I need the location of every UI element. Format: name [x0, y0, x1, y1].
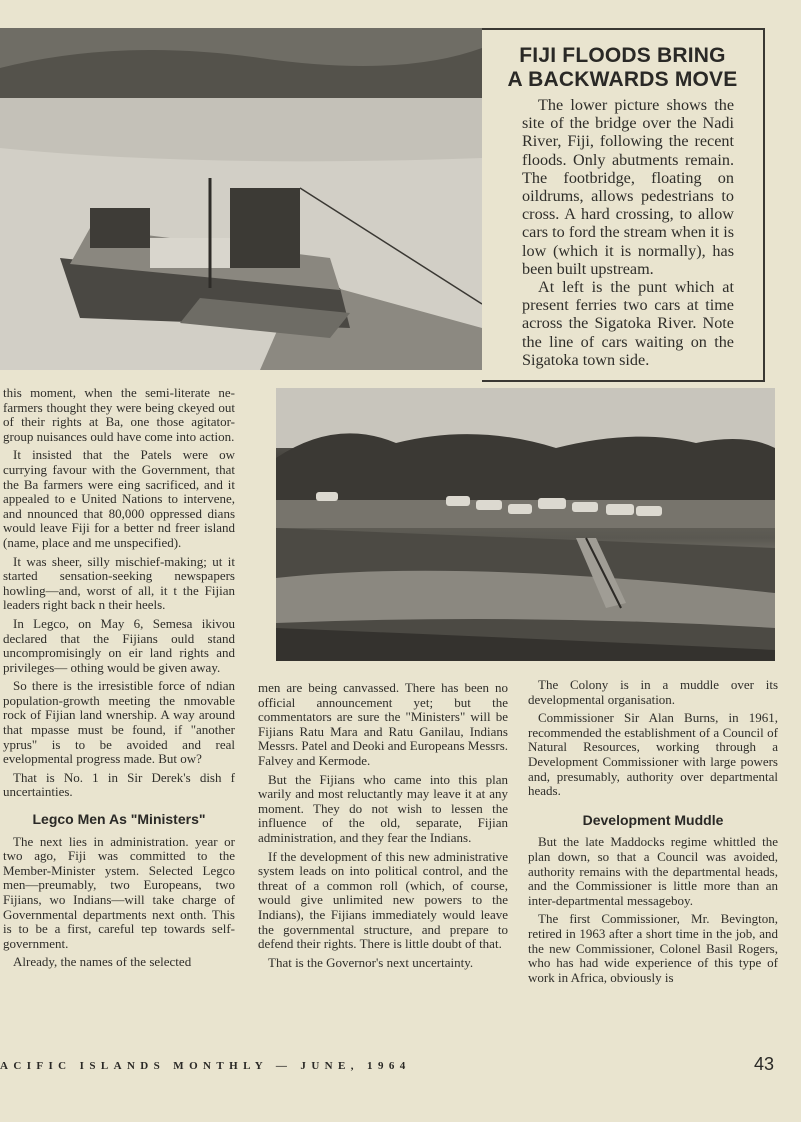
subhead-development-muddle: Development Muddle [582, 811, 724, 828]
left-paragraph-2: It insisted that the Patels were ow currying favour with the Government, that the Ba farmers were eing sacrificed, and it appealed to e United Nations to intervene, and nnounced that 80,000 oppressed dians would leave Fiji for a better nd freer island (name, place and me unspecified). [3, 447, 235, 550]
caption-paragraph-1: The lower picture shows the site of the bridge over the Nadi River, Fiji, following the recent floods. Only abutments remain. The footbridge, floating on oildrums, allows pedestrians to cross. A hard crossing, to allow cars to ford the stream when it is low (which it is normally), has been built upstream. [522, 96, 734, 278]
headline [482, 44, 763, 92]
left-paragraph-6: That is No. 1 in Sir Derek's dish f uncertainties. [3, 769, 235, 800]
right-paragraph-3: But the late Maddocks regime whittled the plan down, so that a Council was avoided, authority remains with the departmental heads, and the Commissioner is little more than an inter-departmental messageboy. [528, 834, 778, 908]
bridge-site-illustration [276, 388, 775, 661]
caption-box [482, 28, 765, 382]
footer-publication: ACIFIC ISLANDS MONTHLY — JUNE, 1964 [0, 1060, 411, 1072]
punt-ferry-illustration [0, 28, 482, 370]
left-paragraph-7: The next lies in administration. year or two ago, Fiji was committed to the Member-Minister ystem. Selected Legco men—preumably, two Europeans, two Fijians, wo Indians—will take charge of Governmental departments next onth. This is to be a first, careful tep towards self-government. [3, 833, 235, 951]
right-column [528, 678, 778, 989]
headline-line-2: A BACKWARDS MOVE [507, 68, 738, 91]
left-paragraph-5: So there is the irresistible force of ndian population-growth meeting the nmovable rock of Fijian land wnership. A way around that mpasse must be found, if "another yprus" is to be avoided and real evelopmental progress made. But ow? [3, 678, 235, 767]
middle-paragraph-4: That is the Governor's next uncertainty. [268, 954, 474, 970]
right-paragraph-2: Commissioner Sir Alan Burns, in 1961, recommended the establishment of a Council of Natural Resources, working through a Development Commissioner with large powers and, presumably, authority over departmental heads. [528, 710, 778, 799]
left-paragraph-3: It was sheer, silly mischief-making; ut it started sensation-seeking newspapers howling—and, worst of all, it t the Fijian leaders right back n their heels. [3, 553, 235, 613]
left-column [3, 386, 235, 974]
left-paragraph-4: In Legco, on May 6, Semesa ikivou declared that the Fijians ould stand uncompromisingly on eir land rights and privileges— othing would be given away. [3, 615, 235, 675]
bridge-site-photo [276, 388, 775, 661]
left-paragraph-8: Already, the names of the selected [13, 954, 192, 970]
right-paragraph-4: The first Commissioner, Mr. Bevington, retired in 1963 after a short time in the job, and the new Commissioner, Colonel Basil Rogers, who has had wide experience of this type of work in Africa, obviously is [528, 911, 778, 985]
middle-paragraph-2: But the Fijians who came into this plan warily and most reluctantly may leave it at any moment. They do not wish to lessen the influence of the old, separate, Fijian administration, and they fear the Indians. [258, 771, 508, 845]
punt-ferry-photo [0, 28, 482, 370]
middle-column [258, 681, 508, 974]
photo-caption [522, 96, 734, 369]
middle-paragraph-1: men are being canvassed. There has been no official announcement yet; but the commentators are sure the "Ministers" will be Fijians Ratu Mara and Ratu Ganilau, Indians Messrs. Patel and Deoki and Europeans Messrs. Falvey and Kermode. [258, 680, 508, 768]
right-paragraph-1: The Colony is in a muddle over its developmental organisation. [528, 677, 778, 707]
subhead-legco-men: Legco Men As "Ministers" [32, 811, 206, 828]
caption-paragraph-2: At left is the punt which at present ferries two cars at time across the Sigatoka River. Note the line of cars waiting on the Sigatoka town side. [522, 278, 734, 369]
page-number: 43 [754, 1054, 775, 1074]
headline-line-1: FIJI FLOODS BRING [519, 44, 726, 67]
middle-paragraph-3: If the development of this new administrative system leads on into political control, and the threat of a common roll (which, of course, would give unlimited new powers to the Indians), the Fijians immediately would leave the governmental structure, and prepare to defend their rights. There is little doubt of that. [258, 848, 508, 952]
left-paragraph-1: this moment, when the semi-literate ne-farmers thought they were being ckeyed out of their rights at Ba, one those agitator-group nuisances ould have come into action. [3, 385, 235, 444]
